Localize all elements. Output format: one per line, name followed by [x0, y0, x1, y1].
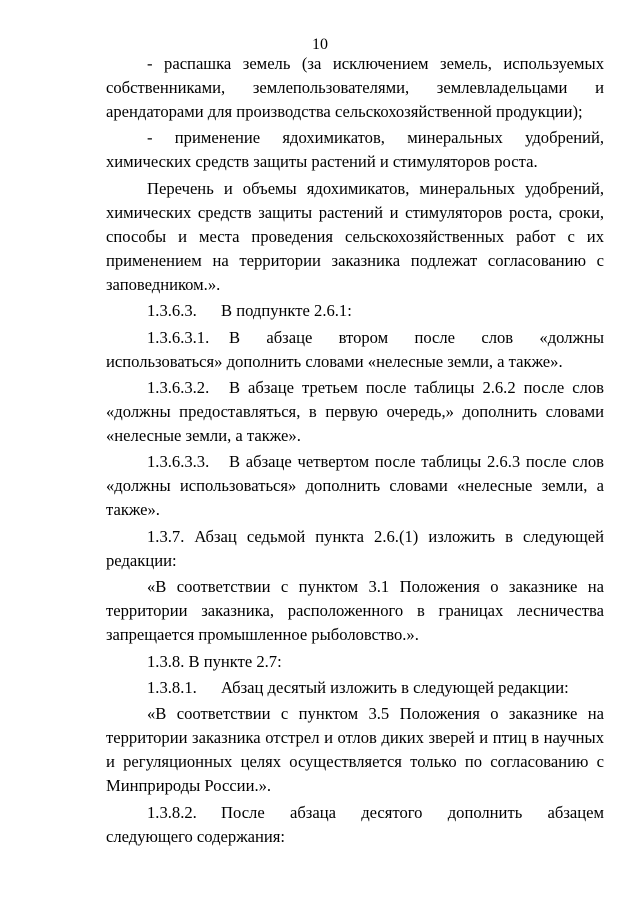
paragraph-1-3-6-3	[106, 299, 604, 323]
paragraph-1-3-7: 1.3.7. Абзац седьмой пункта 2.6.(1) изложить в следующей редакции:	[106, 526, 604, 570]
clause-text: Абзац десятый изложить в следующей редакции:	[221, 677, 569, 697]
clause-number: 1.3.6.3.3.	[147, 452, 210, 472]
clause-text: В абзаце третьем после таблицы 2.6.2 после слов «должны предоставляться, в первую очередь,» дополнить словами «нелесные земли, а также».	[106, 377, 604, 445]
clause-number: 1.3.6.3.2.	[147, 377, 210, 397]
paragraph-bullet-plowing: - распашка земель (за исключением земель, используемых собственниками, землепользователями, землевладельцами и арендаторами для производства сельскохозяйственной продукции);	[106, 54, 604, 121]
paragraph-1-3-8: 1.3.8. В пункте 2.7:	[147, 651, 282, 671]
paragraph-1-3-8-2	[106, 801, 604, 849]
clause-text: В подпункте 2.6.1:	[221, 301, 352, 321]
clause-text: В абзаце втором после слов «должны использоваться» дополнить словами «нелесные земли, а также».	[106, 327, 604, 371]
clause-number: 1.3.6.3.1.	[147, 327, 210, 347]
paragraph-1-3-8-1	[106, 676, 604, 700]
paragraph-quote-3-5: «В соответствии с пунктом 3.5 Положения о заказнике на территории заказника отстрел и отлов диких зверей и птиц в научных и регуляционных целях осуществляется только по согласованию с Минприроды России.».	[106, 704, 604, 796]
clause-number: 1.3.8.2.	[147, 802, 197, 822]
paragraph-quote-3-1: «В соответствии с пунктом 3.1 Положения о заказнике на территории заказника, расположенного в границах лесничества запрещается промышленное рыболовство.».	[106, 577, 604, 645]
clause-number: 1.3.6.3.	[147, 301, 197, 321]
paragraph-1-3-6-3-3	[106, 450, 604, 522]
paragraph-chemicals-list: Перечень и объемы ядохимикатов, минеральных удобрений, химических средств защиты растений и стимуляторов роста, сроки, способы и места проведения сельскохозяйственных работ с их применением на территории заказника подлежат согласованию с заповедником.».	[106, 178, 604, 294]
document-body	[106, 52, 604, 851]
clause-text: После абзаца десятого дополнить абзацем следующего содержания:	[106, 802, 604, 846]
clause-text: В абзаце четвертом после таблицы 2.6.3 после слов «должны использоваться» дополнить словами «нелесные земли, а также».	[106, 452, 604, 520]
paragraph-bullet-chemicals: - применение ядохимикатов, минеральных удобрений, химических средств защиты растений и стимуляторов роста.	[106, 128, 604, 172]
clause-number: 1.3.8.1.	[147, 677, 197, 697]
paragraph-1-3-6-3-2	[106, 376, 604, 448]
page-number: 10	[312, 36, 328, 53]
paragraph-1-3-6-3-1	[106, 326, 604, 374]
